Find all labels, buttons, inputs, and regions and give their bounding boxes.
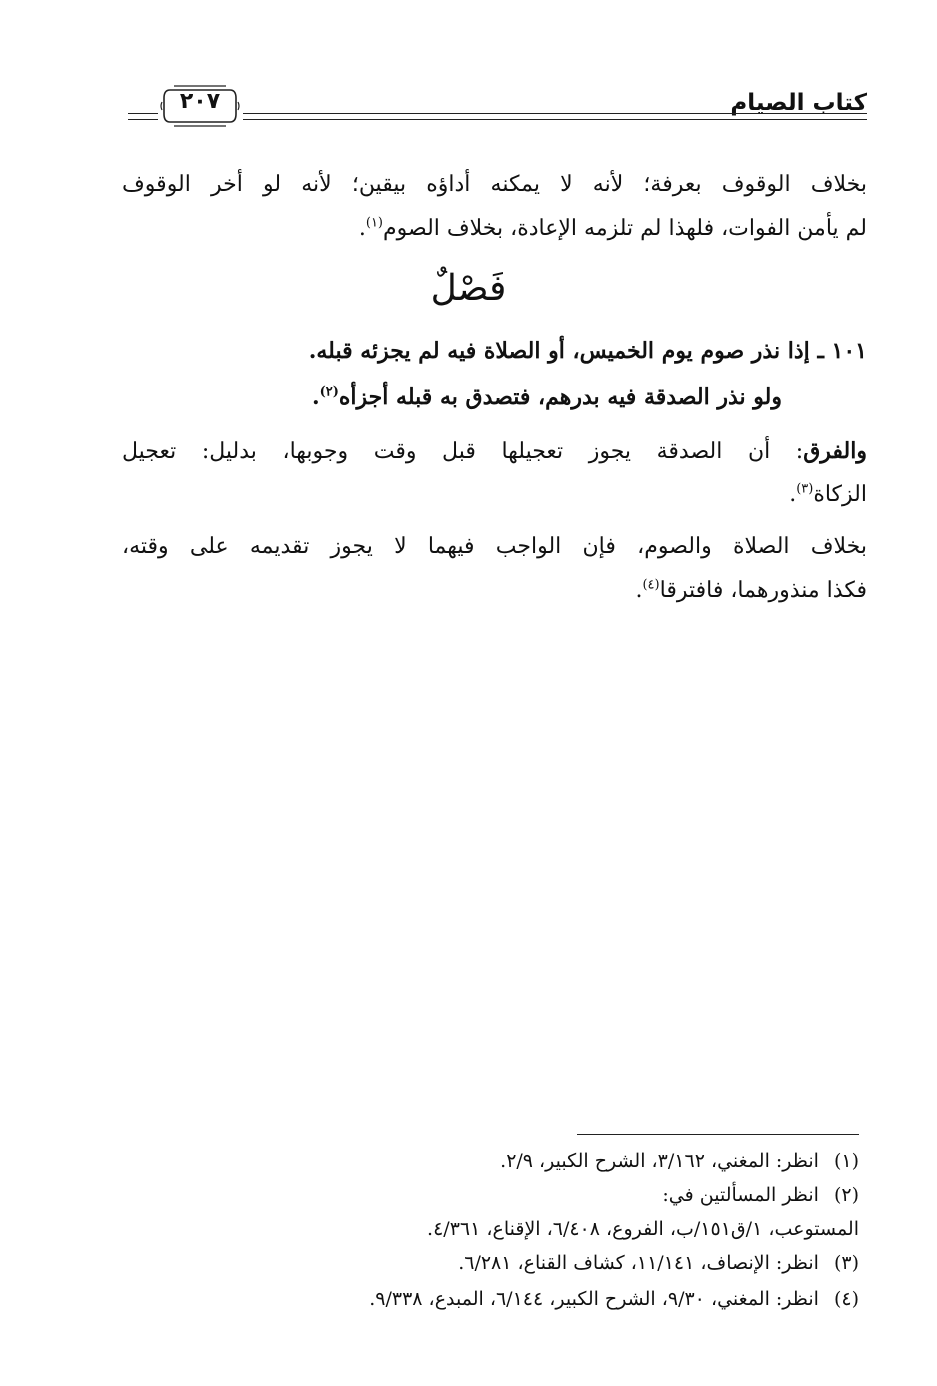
header-rule-bottom xyxy=(243,119,867,120)
difference-label: والفرق xyxy=(803,438,867,464)
paragraph-line xyxy=(122,476,867,514)
section-heading: فَصْلٌ xyxy=(430,268,507,309)
body-text: . xyxy=(635,578,643,603)
body-text: فكذا منذورهما، فافترقا xyxy=(659,578,867,603)
footnote xyxy=(139,1214,859,1244)
header-rule-left-bottom xyxy=(128,119,158,120)
page-number: ٢٠٧ xyxy=(179,89,221,114)
footnote xyxy=(139,1284,859,1314)
body-text: الزكاة xyxy=(813,482,867,507)
body-text: . xyxy=(358,216,366,241)
footnote-text: انظر المسألتين في: xyxy=(662,1184,819,1206)
footnote-text: انظر: الإنصاف، ١١/١٤١، كشاف القناع، ٦/٢٨١. xyxy=(458,1252,819,1274)
body-text: لم يأمن الفوات، فلهذا لم تلزمه الإعادة، بخلاف الصوم xyxy=(383,216,867,241)
footnote-separator xyxy=(577,1134,859,1135)
footnote-ref: (٣) xyxy=(796,481,814,497)
footnote-number: (٣) xyxy=(833,1252,859,1274)
issue-text: . xyxy=(311,384,320,410)
header-rule-top xyxy=(243,113,867,114)
footnote-text: انظر: المغني، ٣/١٦٢، الشرح الكبير، ٢/٩. xyxy=(500,1150,819,1172)
footnote-ref: (١) xyxy=(365,215,383,231)
issue-line xyxy=(122,378,782,416)
footnote-text: انظر: المغني، ٩/٣٠، الشرح الكبير، ٦/١٤٤، المبدع، ٩/٣٣٨. xyxy=(369,1288,819,1310)
footnote-text: المستوعب، ١/ق١٥١/ب، الفروع، ٦/٤٠٨، الإقناع، ٤/٣٦١. xyxy=(427,1218,859,1240)
body-text: بخلاف الصلاة والصوم، فإن الواجب فيهما لا يجوز تقديمه على وقته، xyxy=(122,534,867,559)
footnote-number: (٢) xyxy=(833,1184,859,1206)
footnote xyxy=(139,1180,859,1210)
issue-number: ١٠١ ـ xyxy=(817,338,867,364)
page-number-frame xyxy=(160,84,240,128)
running-head-title: كتاب الصيام xyxy=(730,90,867,116)
issue-text: إذا نذر صوم يوم الخميس، أو الصلاة فيه لم يجزئه قبله. xyxy=(308,338,810,364)
footnote-ref: (٤) xyxy=(642,577,660,593)
paragraph-line xyxy=(122,528,867,566)
footnote-number: (١) xyxy=(833,1150,859,1172)
paragraph-line xyxy=(122,432,867,471)
body-text: . xyxy=(789,482,797,507)
footnote xyxy=(139,1146,859,1176)
header-rule-left-top xyxy=(128,113,158,114)
paragraph-line xyxy=(122,572,867,610)
footnote xyxy=(139,1248,859,1278)
issue-line xyxy=(122,332,867,370)
body-text: بخلاف الوقوف بعرفة؛ لأنه لا يمكنه أداؤه بيقين؛ لأنه لو أخر الوقوف xyxy=(122,172,868,197)
footnote-ref: (٢) xyxy=(319,384,339,400)
footnote-number: (٤) xyxy=(833,1288,859,1310)
issue-text: ولو نذر الصدقة فيه بدرهم، فتصدق به قبله أجزأه xyxy=(338,384,782,410)
paragraph-line xyxy=(122,166,867,204)
body-text: : أن الصدقة يجوز تعجيلها قبل وقت وجوبها، بدليل: تعجيل xyxy=(122,439,804,464)
paragraph-line xyxy=(122,210,867,248)
